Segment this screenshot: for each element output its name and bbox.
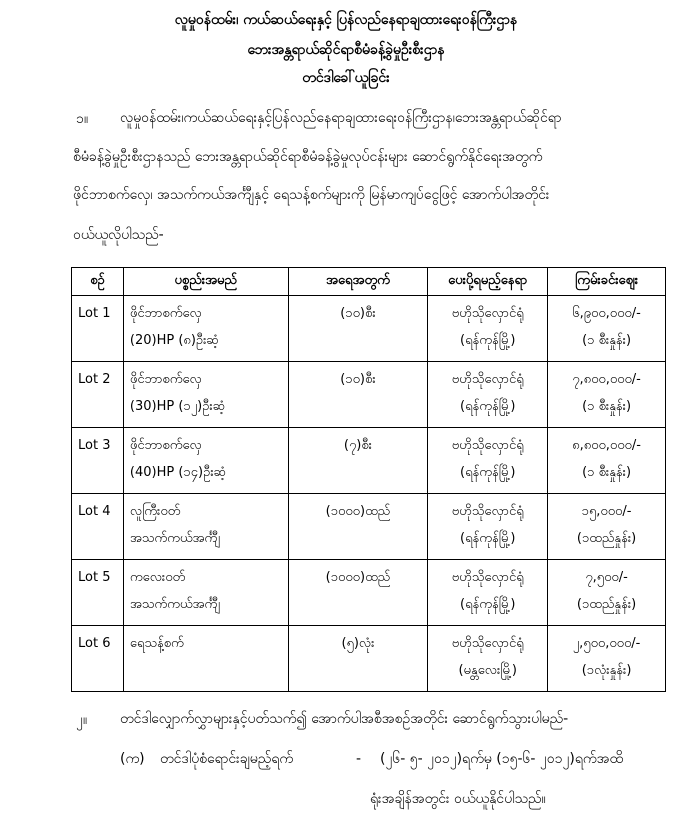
place-city: (ရန်ကုန်မြို့) xyxy=(460,597,516,612)
quantity-cell: (၅)လုံး xyxy=(288,626,428,692)
place-name: ဗဟိုသိုလှောင်ရုံ xyxy=(451,636,524,651)
price-unit: (၁ထည်နှုန်း) xyxy=(576,597,637,612)
item-spec: (30)HP (၁၂)ဦးဆံ့ xyxy=(129,399,226,414)
price-value: ၇,၅၀၀/- xyxy=(585,570,628,585)
header-item: ပစ္စည်းအမည် xyxy=(123,268,288,296)
place-cell xyxy=(428,494,548,560)
place-name: ဗဟိုသိုလှောင်ရုံ xyxy=(451,372,524,387)
para1-line3: ဖိုင်ဘာစက်လှေ၊ အသက်ကယ်အင်္ကျီနှင့် ရေသန့်စက်များကို မြန်မာကျပ်ငွေဖြင့် အောက်ပါအတိုင်း xyxy=(73,187,550,203)
place-cell xyxy=(428,296,548,362)
item-name: လူကြီးဝတ် xyxy=(129,504,181,519)
header-title: တင်ဒါခေါ်ယူခြင်း xyxy=(302,70,390,86)
header-department: ဘေးအန္တရာယ်ဆိုင်ရာစီမံခန့်ခွဲမှုဦးစီးဌာန xyxy=(247,42,445,58)
item-cell xyxy=(123,296,288,362)
item-cell xyxy=(123,494,288,560)
tender-table xyxy=(71,267,666,692)
item-name: ဖိုင်ဘာစက်လှေ xyxy=(129,438,202,453)
place-city: (ရန်ကုန်မြို့) xyxy=(460,465,516,480)
price-unit: (၁ စီးနှုန်း) xyxy=(582,399,632,414)
header-floor-price: ကြမ်းခင်းဈေး xyxy=(548,268,666,296)
para2-item-label: (က) xyxy=(120,751,145,767)
place-city: (မန္တလေးမြို့) xyxy=(458,663,517,678)
lot-cell: Lot 1 xyxy=(72,296,124,362)
para2-item-title: တင်ဒါပုံစံရောင်းချမည့်ရက် xyxy=(160,751,294,767)
item-spec: (40)HP (၁၄)ဦးဆံ့ xyxy=(129,465,227,480)
para1-line1: လူမှုဝန်ထမ်း၊ကယ်ဆယ်ရေးနှင့်ပြန်လည်နေရာချထားရေးဝန်ကြီးဌာန၊ဘေးအန္တရာယ်ဆိုင်ရာ xyxy=(120,110,562,126)
place-name: ဗဟိုသိုလှောင်ရုံ xyxy=(451,570,524,585)
item-cell xyxy=(123,362,288,428)
place-name: ဗဟိုသိုလှောင်ရုံ xyxy=(451,306,524,321)
table-row xyxy=(72,626,666,692)
header-serial: စဉ် xyxy=(72,268,124,296)
quantity-cell: (၁၀၀၀)ထည် xyxy=(288,494,428,560)
header-delivery-place: ပေးပို့ရမည့်နေရာ xyxy=(428,268,548,296)
place-cell xyxy=(428,428,548,494)
item-name: ဖိုင်ဘာစက်လှေ xyxy=(129,306,202,321)
price-cell xyxy=(548,494,666,560)
price-value: ၁၅,၀၀၀/- xyxy=(581,504,632,519)
item-spec: အသက်ကယ်အင်္ကျီ xyxy=(129,597,220,612)
quantity-cell: (၁၀၀၀)ထည် xyxy=(288,560,428,626)
para2-item-value2: ရုံးအချိန်အတွင်း ဝယ်ယူနိုင်ပါသည်။ xyxy=(370,791,546,807)
table-row xyxy=(72,494,666,560)
table-row xyxy=(72,560,666,626)
price-unit: (၁လုံးနှုန်း) xyxy=(581,663,632,678)
para1-number: ၁။ xyxy=(76,111,89,127)
para1-line4: ဝယ်ယူလိုပါသည်- xyxy=(73,227,164,243)
price-cell xyxy=(548,428,666,494)
price-unit: (၁ စီးနှုန်း) xyxy=(582,333,632,348)
para2-line1: တင်ဒါလျှောက်လွှာများနှင့်ပတ်သက်၍ အောက်ပါအစီအစဉ်အတိုင်း ဆောင်ရွက်သွားပါမည်- xyxy=(120,711,569,727)
price-value: ၂,၅၀၀,၀၀၀/- xyxy=(572,636,641,651)
quantity-cell: (၇)စီး xyxy=(288,428,428,494)
item-spec: (20)HP (၈)ဦးဆံ့ xyxy=(129,333,220,348)
table-header-row xyxy=(72,268,666,296)
place-cell xyxy=(428,626,548,692)
para2-number: ၂။ xyxy=(76,712,88,728)
table-row xyxy=(72,296,666,362)
price-cell xyxy=(548,626,666,692)
item-name: ကလေးဝတ် xyxy=(129,570,186,585)
price-value: ၆,၉၀၀,၀၀၀/- xyxy=(572,306,641,321)
item-name: ဖိုင်ဘာစက်လှေ xyxy=(129,372,202,387)
quantity-cell: (၁၀)စီး xyxy=(288,296,428,362)
item-cell xyxy=(123,626,288,692)
header-quantity: အရေအတွက် xyxy=(288,268,428,296)
lot-cell: Lot 2 xyxy=(72,362,124,428)
lot-cell: Lot 4 xyxy=(72,494,124,560)
price-unit: (၁ စီးနှုန်း) xyxy=(582,465,632,480)
item-name: ရေသန့်စက် xyxy=(129,636,184,651)
place-city: (ရန်ကုန်မြို့) xyxy=(460,399,516,414)
place-cell xyxy=(428,560,548,626)
lot-cell: Lot 5 xyxy=(72,560,124,626)
lot-cell: Lot 6 xyxy=(72,626,124,692)
item-cell xyxy=(123,428,288,494)
price-cell xyxy=(548,362,666,428)
item-cell xyxy=(123,560,288,626)
header-ministry: လူမှုဝန်ထမ်း၊ ကယ်ဆယ်ရေးနှင့် ပြန်လည်နေရာချထားရေးဝန်ကြီးဌာန xyxy=(174,12,518,28)
place-cell xyxy=(428,362,548,428)
price-cell xyxy=(548,560,666,626)
price-unit: (၁ထည်နှုန်း) xyxy=(576,531,637,546)
place-name: ဗဟိုသိုလှောင်ရုံ xyxy=(451,438,524,453)
price-value: ၈,၈၀၀,၀၀၀/- xyxy=(572,438,641,453)
para1-line2: စီမံခန့်ခွဲမှုဦးစီးဌာနသည် ဘေးအန္တရာယ်ဆိုင်ရာစီမံခန့်ခွဲမှုလုပ်ငန်းများ ဆောင်ရွက်နိုင်ရေးအတွက် xyxy=(73,149,543,165)
place-name: ဗဟိုသိုလှောင်ရုံ xyxy=(451,504,524,519)
para2-item-dash: - xyxy=(356,751,362,767)
price-value: ၇,၈၀၀,၀၀၀/- xyxy=(572,372,641,387)
quantity-cell: (၁၀)စီး xyxy=(288,362,428,428)
place-city: (ရန်ကုန်မြို့) xyxy=(460,333,516,348)
table-row xyxy=(72,362,666,428)
table-row xyxy=(72,428,666,494)
place-city: (ရန်ကုန်မြို့) xyxy=(460,531,516,546)
lot-cell: Lot 3 xyxy=(72,428,124,494)
para2-item-value: (၂၆- ၅- ၂၀၁၂)ရက်မှ (၁၅-၆- ၂၀၁၂)ရက်အထိ xyxy=(380,751,623,767)
price-cell xyxy=(548,296,666,362)
item-spec: အသက်ကယ်အင်္ကျီ xyxy=(129,531,220,546)
